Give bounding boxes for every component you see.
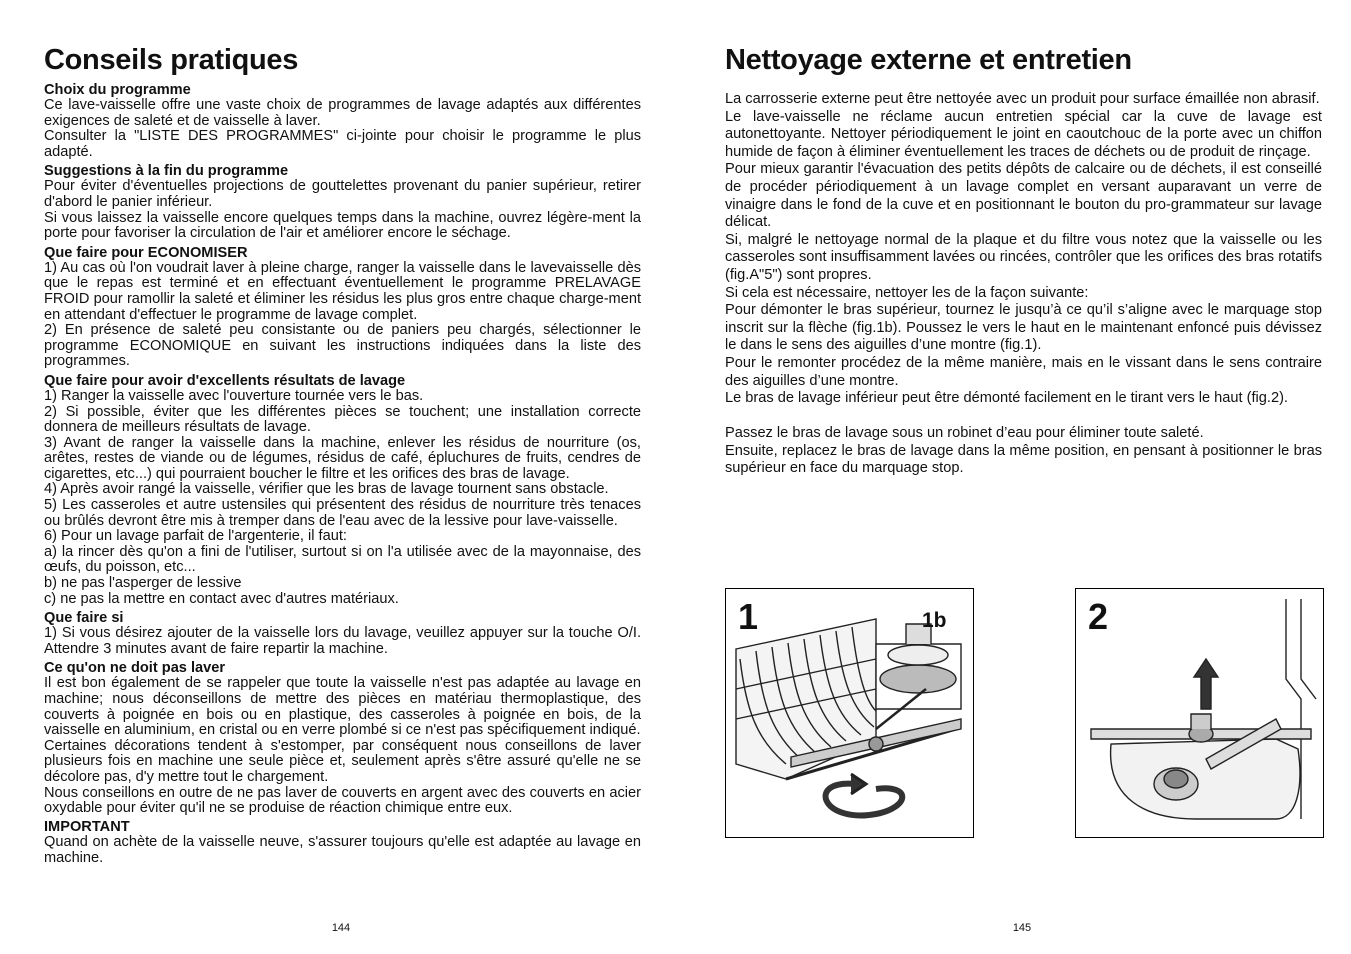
section <box>44 373 641 607</box>
paragraph: 1) Si vous désirez ajouter de la vaisselle lors du lavage, veuillez appuyer sur la touche O/I. Attendre 3 minutes avant de faire repartir la machine. <box>44 625 641 657</box>
paragraph: Nous conseillons en outre de ne pas laver de couverts en argent avec des couverts en acier oxydable pour éviter qu'il ne se produise de réaction chimique entre eux. <box>44 784 641 817</box>
page-number-right: 145 <box>1012 922 1032 934</box>
figure-1 <box>725 588 974 838</box>
section <box>44 163 641 241</box>
section-heading: Que faire pour avoir d'excellents résultats de lavage <box>44 372 406 389</box>
figure-1b-label: 1b <box>922 609 947 632</box>
paragraph: 1) Au cas où l'on voudrait laver à pleine charge, ranger la vaisselle dans le lavevaisselle dès que le repas est terminé et en effectuant éventuellement le programme PRELAVAGE FROID pour ramollir la saleté et éliminer les résidus les plus gros entre chaque charge-ment en attendant d'effectuer le programme de lavage complet. <box>44 259 641 323</box>
paragraph: Pour le remonter procédez de la même manière, mais en le vissant dans le sens contraire des aiguilles d’une montre. <box>725 354 1322 389</box>
right-page <box>725 40 1322 478</box>
paragraph: c) ne pas la mettre en contact avec d'autres matériaux. <box>44 590 399 607</box>
section-heading: Ce qu'on ne doit pas laver <box>44 660 226 677</box>
page-title-right: Nettoyage externe et entretien <box>725 44 1132 76</box>
paragraph: b) ne pas l'asperger de lessive <box>44 575 242 592</box>
paragraph: Le bras de lavage inférieur peut être démonté facilement en le tirant vers le haut (fig.2). <box>725 390 1288 407</box>
paragraph: Certaines décorations tendent à s'estomper, par conséquent nous conseillons de laver plusieurs fois en machine une seule pièce et, seulement après s'être assuré qu'elle ne se décolore pas, d'y mettre tout le chargement. <box>44 737 641 785</box>
important-label: IMPORTANT <box>44 818 130 835</box>
paragraph: Pour éviter d'éventuelles projections de gouttelettes provenant du panier supérieur, retirer d'abord le panier inférieur. <box>44 178 641 210</box>
paragraph: 2) En présence de saleté peu consistante ou de paniers peu chargés, sélectionner le programme ECONOMIQUE en suivant les instructions indiquées dans la liste des programmes. <box>44 322 641 370</box>
paragraph: Si cela est nécessaire, nettoyer les de la façon suivante: <box>725 284 1089 301</box>
left-page <box>44 40 641 867</box>
section <box>44 245 641 370</box>
paragraph: Si, malgré le nettoyage normal de la plaque et du filtre vous notez que la vaisselle ou les casseroles sont insuffisamment lavées ou rincées, contrôler que les orifices des bras rotatifs (fig.A"5") sont propres. <box>725 231 1322 283</box>
figure-2-number: 2 <box>1088 596 1109 637</box>
page-number-left: 144 <box>331 922 351 934</box>
paragraph: Consulter la "LISTE DES PROGRAMMES" ci-jointe pour choisir le programme le plus adapté. <box>44 128 641 160</box>
important-text: Quand on achète de la vaisselle neuve, s'assurer toujours qu'elle est adaptée au lavage en machine. <box>44 834 641 866</box>
paragraph: Ensuite, replacez le bras de lavage dans la même position, en pensant à positionner le bras supérieur en face du marquage stop. <box>725 442 1322 477</box>
paragraph: 4) Après avoir rangé la vaisselle, vérifier que les bras de lavage tournent sans obstacle. <box>44 481 609 498</box>
figure-1-number: 1 <box>738 596 759 637</box>
paragraph: 2) Si possible, éviter que les différentes pièces se touchent; une installation correcte donnera de meilleurs résultats de lavage. <box>44 403 641 436</box>
page-title: Conseils pratiques <box>44 44 299 76</box>
paragraph: Si vous laissez la vaisselle encore quelques temps dans la machine, ouvrez légère-ment la porte pour favoriser la circulation de l'air et améliorer encore le séchage. <box>44 209 641 242</box>
paragraph: Passez le bras de lavage sous un robinet d’eau pour éliminer toute saleté. <box>725 425 1204 442</box>
spray-arm-illustration <box>1076 589 1323 837</box>
section-heading: Choix du programme <box>44 82 191 98</box>
section-heading: Que faire si <box>44 610 124 627</box>
paragraph: 5) Les casseroles et autre ustensiles qui présentent des résidus de nourriture très tenaces ou brûlés devront être mis à tremper dans de l'eau avec de la lessive pour lave-vaisselle. <box>44 497 641 529</box>
paragraph: 1) Ranger la vaisselle avec l'ouverture tournée vers le bas. <box>44 387 424 404</box>
section <box>44 660 641 816</box>
paragraph: Pour démonter le bras supérieur, tournez le jusqu’à ce qu’il s’aligne avec le marquage stop inscrit sur la flèche (fig.1b). Poussez le vers le haut en le maintenant enfoncé puis dévissez le dans le sens des aiguilles d’une montre (fig.1). <box>725 302 1322 354</box>
paragraph: Le lave-vaisselle ne réclame aucun entretien spécial car la cuve de lavage est autonettoyante. Nettoyer périodiquement le joint en caoutchouc de la porte avec un chiffon humide de façon à éliminer éventuellement les traces de déchets ou de produit de rinçage. <box>725 108 1322 160</box>
section-heading: Suggestions à la fin du programme <box>44 163 289 180</box>
right-paragraphs <box>725 91 1322 408</box>
section <box>44 82 641 160</box>
section <box>44 610 641 657</box>
right-paragraphs-2 <box>725 425 1322 478</box>
paragraph: Ce lave-vaisselle offre une vaste choix de programmes de lavage adaptés aux différentes exigences de saleté et de vaisselle à laver. <box>44 97 641 129</box>
paragraph: a) la rincer dès qu'on a fini de l'utiliser, surtout si on l'a utilisée avec de la mayonnaise, des œufs, du poisson, etc... <box>44 543 641 576</box>
figure-2 <box>1075 588 1324 838</box>
paragraph: 3) Avant de ranger la vaisselle dans la machine, enlever les résidus de nourriture (os, arêtes, restes de viande ou de légumes, résidus de café, épluchures de fruits, cendres de cigarettes, etc...) qui pourraient boucher le filtre et les orifices des bras de lavage. <box>44 434 641 482</box>
paragraph: Pour mieux garantir l'évacuation des petits dépôts de calcaire ou de déchets, il est conseillé de procéder périodiquement à un lavage complet en versant auparavant un verre de vinaigre dans le fond de la cuve et en positionnant le bouton du pro-grammateur sur lavage délicat. <box>725 161 1322 231</box>
paragraph: Il est bon également de se rappeler que toute la vaisselle n'est pas adaptée au lavage en machine; nous déconseillons de mettre des pièces en matériau thermoplastique, des couverts à poignée en bois ou en plastique, des casseroles à poignée en bois, de la vaisselle en aluminium, en cristal ou en verre plombé si ce n'est pas spécifiquement indiqué. <box>44 675 641 739</box>
paragraph: 6) Pour un lavage parfait de l'argenterie, il faut: <box>44 528 347 545</box>
left-sections <box>44 82 641 817</box>
section-heading: Que faire pour ECONOMISER <box>44 244 248 261</box>
paragraph: La carrosserie externe peut être nettoyée avec un produit pour surface émaillée non abrasif. <box>725 91 1320 107</box>
